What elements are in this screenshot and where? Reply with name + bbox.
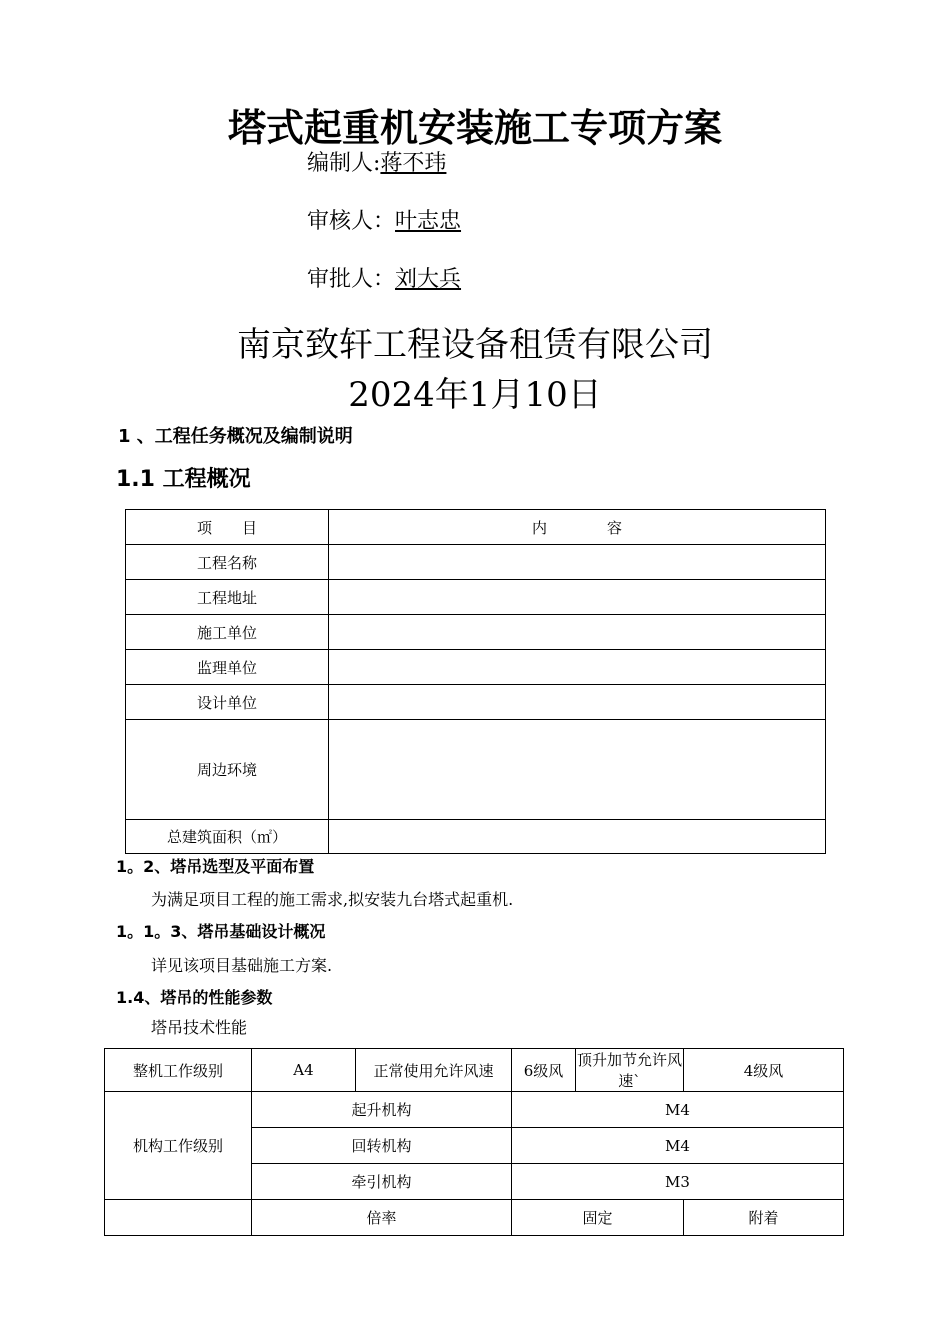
table-cell: 顶升加节允许风速` <box>576 1049 684 1092</box>
table-header-row <box>126 510 826 545</box>
table-row <box>126 545 826 580</box>
table-row <box>126 650 826 685</box>
project-overview-table <box>125 509 826 854</box>
table-cell: 起升机构 <box>252 1092 512 1128</box>
section-heading-1-4: 1.4、塔吊的性能参数 <box>116 988 273 1007</box>
table-cell-value <box>329 580 826 615</box>
table-cell-label: 设计单位 <box>126 685 329 720</box>
table-cell: M3 <box>512 1164 844 1200</box>
table-cell-value <box>329 685 826 720</box>
table-cell-label: 工程名称 <box>126 545 329 580</box>
table-row <box>126 580 826 615</box>
signature-label: 审核人： <box>307 209 396 234</box>
document-title: 塔式起重机安装施工专项方案 <box>227 106 722 150</box>
table-cell-value <box>329 615 826 650</box>
signature-value: 蒋不玮 <box>380 151 447 176</box>
table-cell: 固定 <box>512 1200 684 1236</box>
crane-performance-table <box>104 1048 844 1236</box>
section-heading-1: 1 、工程任务概况及编制说明 <box>118 426 353 447</box>
table-cell-label: 机构工作级别 <box>105 1092 252 1200</box>
table-cell: 4级风 <box>684 1049 844 1092</box>
table-cell: M4 <box>512 1128 844 1164</box>
paragraph-1-3: 详见该项目基础施工方案. <box>151 956 333 975</box>
table-cell: 回转机构 <box>252 1128 512 1164</box>
table-cell-value <box>329 545 826 580</box>
table-cell-label: 总建筑面积（㎡） <box>126 820 329 854</box>
table-cell-label: 施工单位 <box>126 615 329 650</box>
signature-label: 审批人： <box>307 267 396 292</box>
table-cell: 附着 <box>684 1200 844 1236</box>
table-cell: M4 <box>512 1092 844 1128</box>
section-heading-1-3: 1。1。3、塔吊基础设计概况 <box>116 922 326 941</box>
table-cell-label: 工程地址 <box>126 580 329 615</box>
table-cell: 6级风 <box>512 1049 576 1092</box>
table-cell: 正常使用允许风速 <box>356 1049 512 1092</box>
table-row <box>105 1092 844 1128</box>
signature-value: 叶志忠 <box>395 209 462 234</box>
table-row <box>126 685 826 720</box>
table-cell-value <box>329 720 826 820</box>
table-row <box>105 1049 844 1092</box>
paragraph-1-2: 为满足项目工程的施工需求,拟安装九台塔式起重机. <box>151 890 514 909</box>
paragraph-1-4: 塔吊技术性能 <box>151 1018 248 1037</box>
table-cell-label: 监理单位 <box>126 650 329 685</box>
signature-value: 刘大兵 <box>395 267 462 292</box>
section-heading-1-2: 1。2、塔吊选型及平面布置 <box>116 857 315 876</box>
table-cell: A4 <box>252 1049 356 1092</box>
section-heading-1-1: 1.1 工程概况 <box>116 467 251 492</box>
table-cell-value <box>329 820 826 854</box>
signature-approver <box>307 265 461 295</box>
document-date: 2024年1月10日 <box>348 375 602 415</box>
table-row <box>126 820 826 854</box>
company-name: 南京致轩工程设备租赁有限公司 <box>237 325 713 365</box>
table-cell: 牵引机构 <box>252 1164 512 1200</box>
table-header-cell: 项 目 <box>126 510 329 545</box>
table-cell <box>105 1200 252 1236</box>
table-cell-value <box>329 650 826 685</box>
table-cell-label: 周边环境 <box>126 720 329 820</box>
table-row <box>126 615 826 650</box>
table-cell: 整机工作级别 <box>105 1049 252 1092</box>
table-cell: 倍率 <box>252 1200 512 1236</box>
table-row <box>105 1200 844 1236</box>
signature-compiler <box>307 149 446 179</box>
table-row <box>126 720 826 820</box>
signature-reviewer <box>307 207 461 237</box>
table-header-cell: 内 容 <box>329 510 826 545</box>
signature-label: 编制人: <box>307 151 381 176</box>
